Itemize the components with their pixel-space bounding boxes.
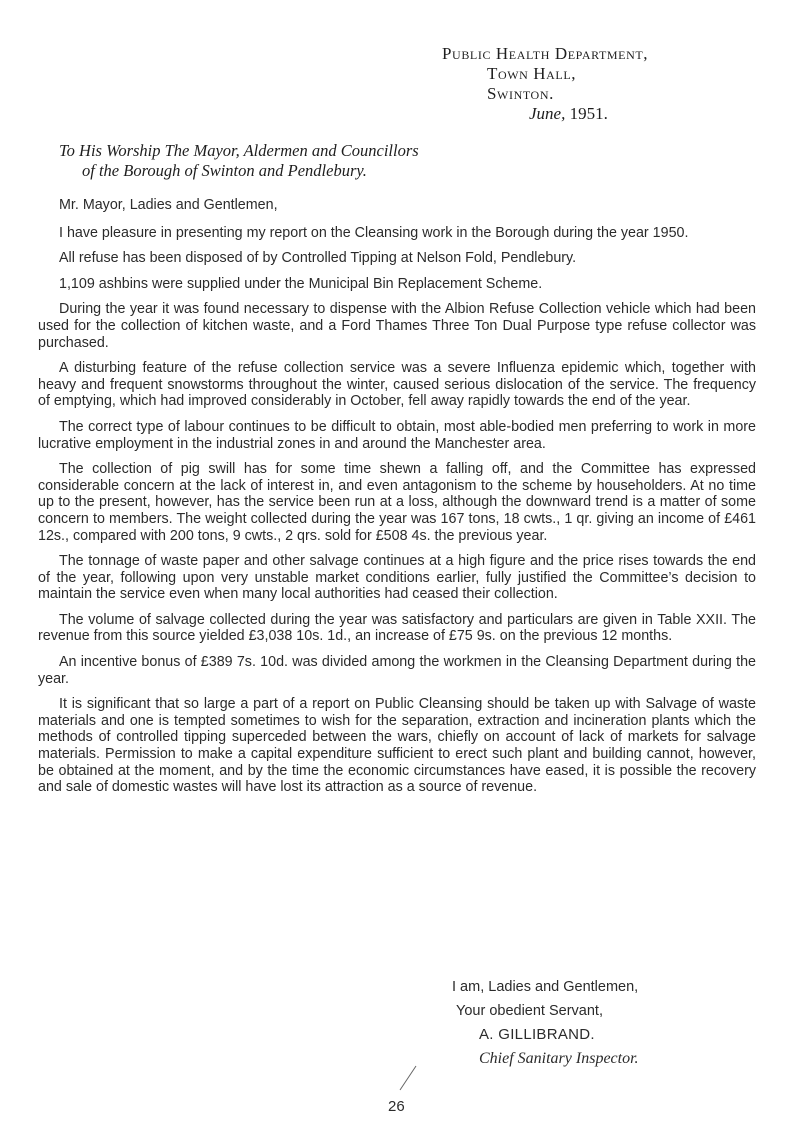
paragraph: It is significant that so large a part of a report on Public Cleansing should be taken up with Salvage of waste materials and one is tempted sometimes to wish for the separation, extraction and incineration plants which the methods of controlled tipping superceded between the wars, chiefly on account of lack of markets for salvage materials. Permission to make a capital expenditure sufficient to erect such plant and building cannot, however, be obtained at the moment, and by the time the economic circumstances have eased, it is possible the recovery and sale of domestic wastes will have lost its attraction as a source of revenue. bbox=[38, 696, 756, 796]
paragraph: 1,109 ashbins were supplied under the Municipal Bin Replacement Scheme. bbox=[59, 275, 543, 292]
letterhead-address bbox=[442, 44, 648, 124]
report-body bbox=[38, 197, 756, 805]
paragraph: The collection of pig swill has for some time shewn a falling off, and the Committee has expressed considerable concern at the lack of interest in, and even antagonism to the scheme by householders. At no time up to the present, however, has the service been run at a loss, although the downward trend is a matter of some concern to members. The weight collected during the year was 167 tons, 18 cwts., 1 qr. giving an income of £461 12s., compared with 200 tons, 9 cwts., 2 qrs. sold for £508 4s. the previous year. bbox=[38, 461, 756, 544]
paragraph: I have pleasure in presenting my report on the Cleansing work in the Borough during the year 1950. bbox=[59, 224, 689, 241]
paragraph: The tonnage of waste paper and other salvage continues at a high figure and the price rises towards the end of the year, following upon very unstable market conditions earlier, fully justified the Committee’s decision to maintain the service even when many local authorities had ceased their collection. bbox=[38, 553, 756, 603]
paragraph: All refuse has been disposed of by Controlled Tipping at Nelson Fold, Pendlebury. bbox=[59, 250, 577, 267]
closing-line-2: Your obedient Servant, bbox=[456, 1003, 603, 1019]
salutation bbox=[59, 141, 419, 181]
salutation-line-1: To His Worship The Mayor, Aldermen and Councillors bbox=[59, 141, 419, 160]
date-year: 1951. bbox=[569, 104, 608, 123]
greeting: Mr. Mayor, Ladies and Gentlemen, bbox=[59, 197, 278, 213]
date-month: June, bbox=[529, 104, 566, 123]
letter-closing bbox=[452, 975, 639, 1071]
paragraph: During the year it was found necessary to dispense with the Albion Refuse Collection vehicle which had been used for the collection of kitchen waste, and a Ford Thames Three Ton Dual Purpose type refuse collector was purchased. bbox=[38, 301, 756, 351]
address-department: Public Health Department, bbox=[442, 44, 649, 63]
salutation-line-2: of the Borough of Swinton and Pendlebury. bbox=[82, 161, 367, 180]
paragraph: An incentive bonus of £389 7s. 10d. was divided among the workmen in the Cleansing Department during the year. bbox=[38, 654, 756, 687]
signature-title: Chief Sanitary Inspector. bbox=[479, 1050, 639, 1067]
address-town: Swinton. bbox=[487, 84, 554, 103]
paragraph: The volume of salvage collected during the year was satisfactory and particulars are given in Table XXII. The revenue from this source yielded £3,038 10s. 1d., an increase of £75 9s. on the previous 12 months. bbox=[38, 611, 756, 645]
letter-date bbox=[529, 104, 648, 124]
closing-line-1: I am, Ladies and Gentlemen, bbox=[452, 979, 639, 995]
page-number: 26 bbox=[388, 1098, 405, 1115]
signature-name: A. GILLIBRAND. bbox=[479, 1026, 595, 1043]
pen-mark-icon bbox=[394, 1064, 422, 1092]
paragraph: The correct type of labour continues to be difficult to obtain, most able-bodied men preferring to work in more lucrative employment in the industrial zones in and around the Manchester area. bbox=[38, 418, 756, 452]
address-building: Town Hall, bbox=[487, 64, 577, 83]
paragraph: A disturbing feature of the refuse collection service was a severe Influenza epidemic which, together with heavy and frequent snowstorms throughout the winter, caused serious dislocation of the service. The frequency of emptying, which had improved considerably in October, fell away rapidly towards the end of the year. bbox=[38, 360, 756, 410]
